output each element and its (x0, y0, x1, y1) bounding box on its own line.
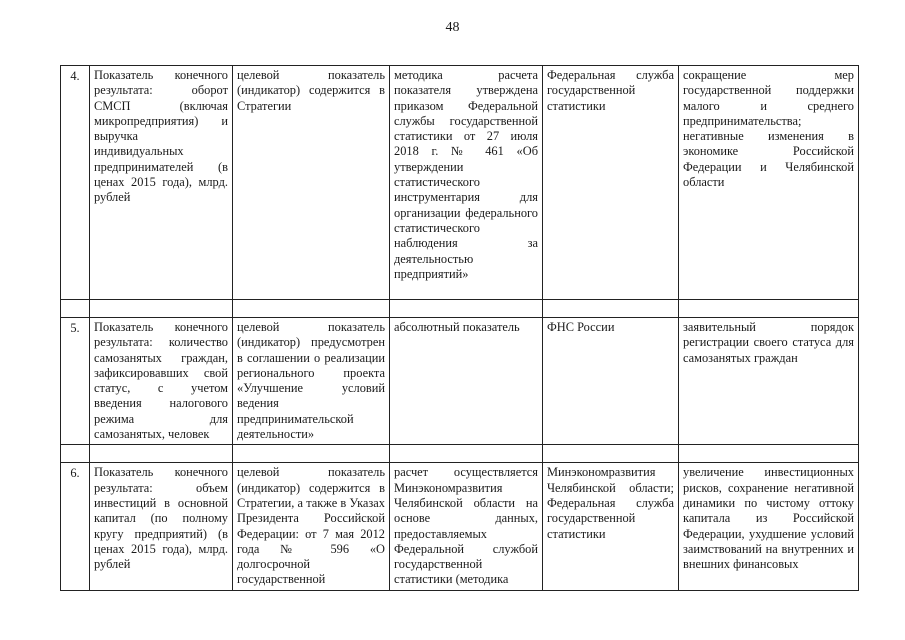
status-cell: целевой показатель (индикатор) содержится в Стратегии, а также в Указах Президента Российской Федерации: от 7 мая 2012 года № 596 «О долгосрочной государственной (233, 463, 390, 590)
factors-cell: увеличение инвестиционных рисков, сохранение негативной динамики по чистому оттоку капитала из Российской Федерации, ухудшение условий заимствований на внутренних и внешних финансовых (679, 463, 859, 590)
factors-cell: заявительный порядок регистрации своего статуса для самозанятых граждан (679, 318, 859, 445)
indicator-cell: Показатель конечного результата: оборот СМСП (включая микропредприятия) и выручка индивидуальных предпринимателей (в ценах 2015 года), млрд. рублей (90, 66, 233, 300)
source-cell: Минэкономразвития Челябинской области; Федеральная служба государственной статистики (543, 463, 679, 590)
spacer-row (61, 300, 859, 318)
spacer-row (61, 445, 859, 463)
factors-cell: сокращение мер государственной поддержки малого и среднего предпринимательства; негативные изменения в экономике Российской Федерации и Челябинской области (679, 66, 859, 300)
row-number: 6. (61, 463, 90, 590)
method-cell: методика расчета показателя утверждена приказом Федеральной службы государственной статистики от 27 июля 2018 г. № 461 «Об утверждении статистического инструментария для организации федерального статистического наблюдения за деятельностью предприятий» (390, 66, 543, 300)
row-number: 4. (61, 66, 90, 300)
indicator-cell: Показатель конечного результата: количество самозанятых граждан, зафиксировавших свой статус, с учетом введения налогового режима для самозанятых, человек (90, 318, 233, 445)
indicator-cell: Показатель конечного результата: объем инвестиций в основной капитал (по полному кругу предприятий) (в ценах 2015 года), млрд. рублей (90, 463, 233, 590)
row-number: 5. (61, 318, 90, 445)
table-row (61, 66, 859, 300)
method-cell: абсолютный показатель (390, 318, 543, 445)
status-cell: целевой показатель (индикатор) содержится в Стратегии (233, 66, 390, 300)
page-number: 48 (445, 20, 460, 35)
status-cell: целевой показатель (индикатор) предусмотрен в соглашении о реализации регионального проекта «Улучшение условий ведения предпринимательской деятельности» (233, 318, 390, 445)
source-cell: ФНС России (543, 318, 679, 445)
table-row (61, 318, 859, 445)
source-cell: Федеральная служба государственной статистики (543, 66, 679, 300)
table-row (61, 463, 859, 590)
indicators-table (60, 65, 859, 591)
method-cell: расчет осуществляется Минэкономразвития Челябинской области на основе данных, предоставляемых Федеральной службой государственной статистики (методика (390, 463, 543, 590)
